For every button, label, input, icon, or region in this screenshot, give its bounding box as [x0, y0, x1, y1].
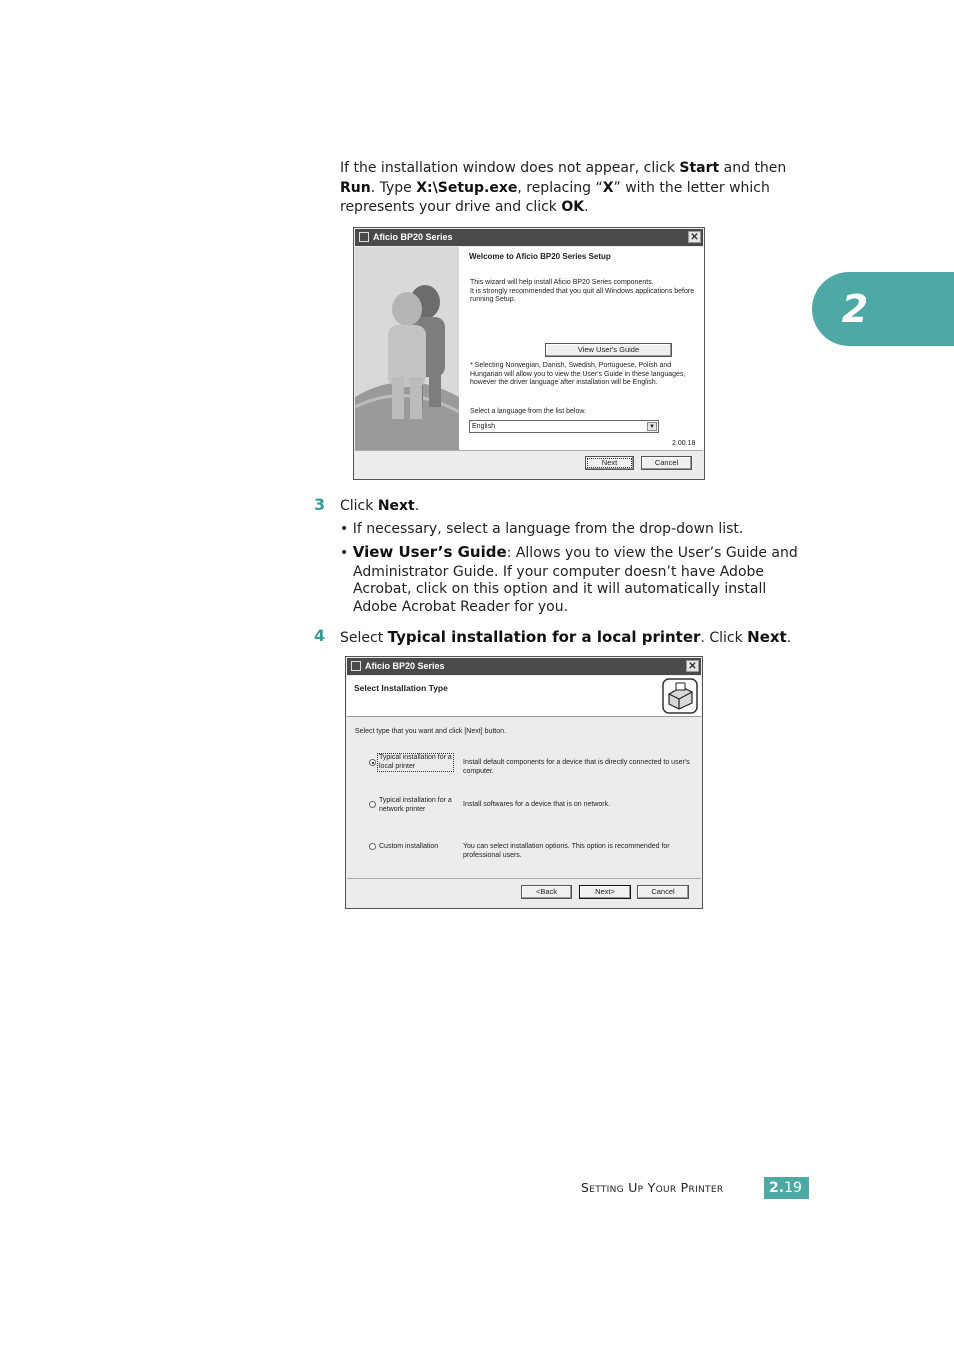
- option-desc-line: professional users.: [463, 851, 522, 859]
- divider: [347, 878, 701, 879]
- intro-paragraph: [340, 159, 800, 218]
- close-icon[interactable]: ✕: [688, 231, 701, 243]
- chevron-down-icon[interactable]: ▼: [647, 422, 657, 431]
- bullet-text: : Allows you to view the User’s Guide and: [506, 545, 798, 561]
- radio-custom-installation[interactable]: [369, 843, 376, 850]
- intro-bold-run: Run: [340, 179, 371, 196]
- intro-bold-start: Start: [679, 160, 720, 176]
- chapter-number: 2: [841, 287, 869, 331]
- intro-text: represents your drive and click: [340, 199, 562, 215]
- next-button[interactable]: Next>: [579, 885, 631, 899]
- step-text: Click: [340, 498, 378, 514]
- step-text: .: [786, 630, 792, 646]
- option-network-printer-desc: [463, 801, 699, 810]
- page-num-value: 19: [784, 1180, 802, 1196]
- intro-text: ” with the letter which: [613, 179, 770, 196]
- page-chapter: 2.: [769, 1180, 785, 1196]
- cancel-button[interactable]: Cancel: [641, 456, 692, 470]
- step-bold: Next: [747, 628, 787, 646]
- welcome-dialog: [353, 227, 705, 480]
- back-button[interactable]: <Back: [521, 885, 572, 899]
- radio-network-printer[interactable]: [369, 801, 376, 808]
- option-local-printer-desc: [463, 759, 699, 776]
- option-label-line: network printer: [379, 805, 426, 813]
- intro-text: If the installation window does not appear, click: [340, 160, 680, 176]
- bullet-text: Administrator Guide. If your computer doesn’t have Adobe: [353, 563, 765, 580]
- bullet-text: Adobe Acrobat Reader for you.: [353, 598, 569, 615]
- install-type-dialog-titlebar: [347, 658, 701, 675]
- view-users-guide-button[interactable]: View User's Guide: [545, 343, 672, 357]
- step-text: . Click: [700, 630, 748, 646]
- bullet-item: [340, 543, 810, 616]
- option-label-line: local printer: [379, 762, 416, 770]
- option-custom-installation-label[interactable]: [379, 843, 438, 852]
- intro-text: . Type: [370, 179, 417, 196]
- welcome-heading: Welcome to Aficio BP20 Series Setup: [469, 252, 611, 261]
- option-local-printer-label[interactable]: [378, 754, 453, 771]
- app-icon: [351, 661, 361, 671]
- language-note: [470, 362, 700, 388]
- step-text: .: [414, 498, 420, 514]
- people-illustration: [355, 247, 459, 450]
- option-desc-line: Install softwares for a device that is on network.: [463, 801, 611, 808]
- option-network-printer-label[interactable]: [379, 797, 452, 814]
- install-type-dialog: [345, 656, 703, 909]
- welcome-body-line: running Setup.: [470, 296, 516, 303]
- welcome-body-line: It is strongly recommended that you quit all Windows applications before: [470, 287, 695, 295]
- step-text: Select: [340, 630, 388, 646]
- intro-bold-setup: X:\Setup.exe: [416, 179, 518, 196]
- radio-local-printer[interactable]: [369, 759, 376, 766]
- app-icon: [359, 232, 369, 242]
- step-number: 3: [314, 495, 326, 514]
- step-number: 4: [314, 626, 326, 645]
- welcome-body-line: This wizard will help install Aficio BP20 Series components.: [470, 279, 654, 286]
- welcome-dialog-title: Aficio BP20 Series: [373, 232, 453, 242]
- bullet-text: Acrobat, click on this option and it will automatically install: [353, 581, 767, 597]
- language-select-value: English: [472, 423, 495, 430]
- intro-bold-x: X: [602, 179, 614, 196]
- step4-text: [340, 628, 791, 649]
- language-note-line: Hungarian will allow you to view the User's Guide in these languages,: [470, 370, 686, 378]
- install-type-prompt: Select type that you want and click [Next] button.: [355, 728, 506, 735]
- language-select[interactable]: [469, 420, 659, 433]
- option-label-line: Typical installation for a: [379, 797, 452, 804]
- chapter-tab: [812, 272, 954, 346]
- welcome-body: [470, 279, 700, 305]
- intro-text: , replacing “: [517, 179, 603, 196]
- step3-text: [340, 497, 419, 517]
- welcome-dialog-titlebar: [355, 229, 703, 246]
- install-type-heading: Select Installation Type: [354, 683, 448, 693]
- welcome-graphic: [355, 247, 459, 450]
- install-type-dialog-title: Aficio BP20 Series: [365, 661, 445, 671]
- install-type-header: [347, 676, 701, 717]
- option-desc-line: Install default components for a device that is directly connected to user's: [463, 759, 690, 766]
- language-label: Select a language from the list below.: [470, 408, 586, 415]
- option-desc-line: computer.: [463, 767, 494, 775]
- option-custom-installation-desc: [463, 843, 699, 860]
- intro-bold-ok: OK: [561, 199, 585, 215]
- language-note-line: * Selecting Norwegian, Danish, Swedish, Portuguese, Polish and: [470, 362, 672, 369]
- version-label: 2.00.18: [672, 440, 696, 447]
- close-icon[interactable]: ✕: [686, 660, 699, 672]
- footer-section-title: Setting Up Your Printer: [581, 1180, 724, 1195]
- step-bold: Typical installation for a local printer: [387, 628, 701, 646]
- bullet-bold: View User’s Guide: [352, 543, 507, 561]
- bullet-item: • If necessary, select a language from the drop-down list.: [340, 521, 744, 537]
- option-label-line: Custom installation: [379, 843, 439, 850]
- page-number: [764, 1177, 809, 1199]
- intro-text: and then: [719, 160, 787, 176]
- next-button[interactable]: Next: [585, 456, 634, 470]
- option-desc-line: You can select installation options. This option is recommended for: [463, 843, 670, 850]
- language-note-line: however the driver language after installation will be English.: [470, 379, 658, 386]
- divider: [355, 450, 703, 451]
- intro-text: .: [584, 199, 589, 215]
- step-bold: Next: [377, 498, 415, 514]
- option-label-line: Typical installation for a: [379, 754, 452, 761]
- bullet-dot: •: [340, 545, 353, 561]
- cancel-button[interactable]: Cancel: [637, 885, 689, 899]
- printer-icon: [662, 678, 698, 714]
